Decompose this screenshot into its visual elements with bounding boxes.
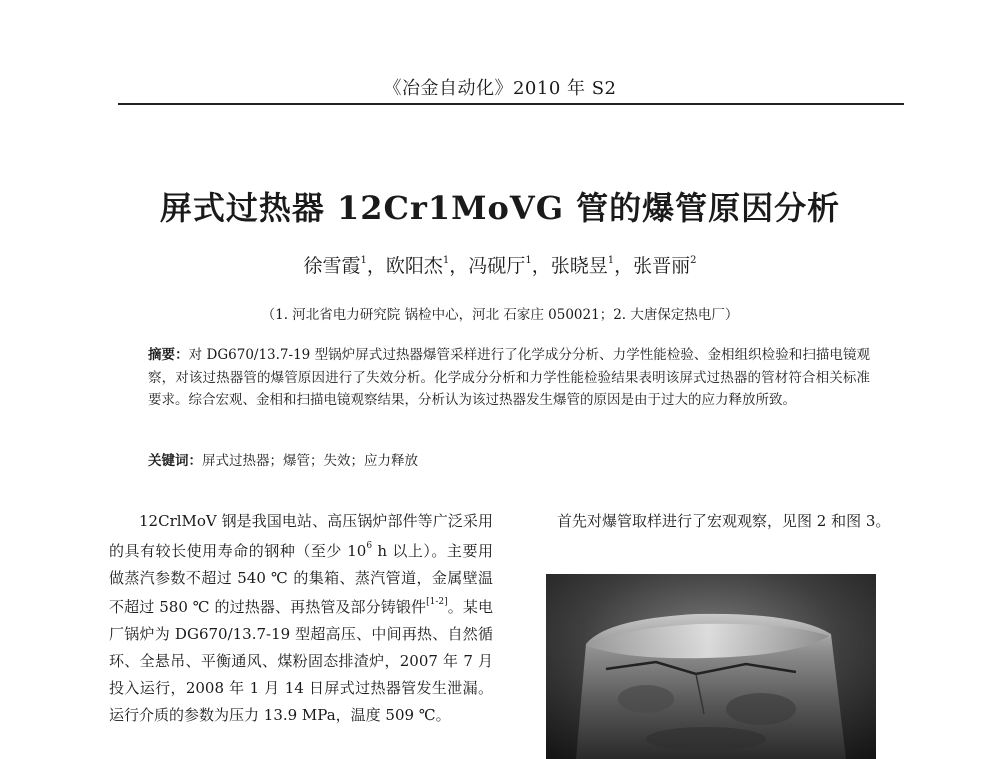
photo-image <box>546 574 876 759</box>
body-text: 12CrlMoV 钢是我国电站、高压锅炉部件等广泛采用的具有较长使用寿命的钢种（至少 10 <box>109 512 493 560</box>
affiliation: （1. 河北省电力研究院 锅检中心，河北 石家庄 050021；2. 大唐保定热电厂） <box>261 307 739 323</box>
author-affil-sup: 1 <box>525 254 532 266</box>
author-affil-sup: 1 <box>607 254 615 266</box>
keywords-text: 屏式过热器；爆管；失效；应力释放 <box>202 453 418 469</box>
author-separator: ， <box>366 255 386 277</box>
author-list <box>0 251 1000 278</box>
author-affil-sup: 2 <box>690 254 697 266</box>
body-right-column <box>527 508 911 536</box>
author-name: 张晋丽 <box>633 255 691 277</box>
body-text: 首先对爆管取样进行了宏观观察，见图 2 和图 3。 <box>557 512 891 530</box>
author-affil-sup: 1 <box>442 254 450 266</box>
body-left-column <box>109 508 493 728</box>
burst-tube-photo <box>546 574 876 759</box>
keywords <box>148 449 870 469</box>
abstract-text: 对 DG670/13.7-19 型锅炉屏式过热器爆管采样进行了化学成分分析、力学性能检验、金相组织检验和扫描电镜观察，对该过热器管的爆管原因进行了失效分析。化学成分分析和力学性能检验结果表明该屏式过热器的管材符合相关标准要求。综合宏观、金相和扫描电镜观察结果，分析认为该过热器发生爆管的原因是由于过大的应力释放所致。 <box>148 347 871 408</box>
paper-title: 屏式过热器 12Cr1MoVG 管的爆管原因分析 <box>159 189 841 227</box>
author-name: 冯砚厅 <box>468 255 526 277</box>
journal-header: 《冶金自动化》2010 年 S2 <box>383 78 617 99</box>
author-name: 徐雪霞 <box>303 255 361 277</box>
author-name: 欧阳杰 <box>385 255 443 277</box>
author-separator: ， <box>531 255 551 277</box>
keywords-label: 关键词： <box>148 453 202 469</box>
author-separator: ， <box>449 255 469 277</box>
body-text: h 以上）。主要用做蒸汽参数不超过 540 ℃ 的集箱、蒸汽管道，金属壁温不超过 580 ℃ 的过热器、再热管及部分铸锻件 <box>109 541 493 617</box>
abstract-label: 摘要： <box>148 347 189 363</box>
author-separator: ， <box>614 255 634 277</box>
citation-ref[interactable]: [1-2] <box>426 597 448 608</box>
abstract <box>148 344 870 412</box>
body-text: 。某电厂锅炉为 DG670/13.7-19 型超高压、中间再热、自然循环、全悬吊、平衡通风、煤粉固态排渣炉，2007 年 7 月投入运行，2008 年 1 月 14 日屏式过热器管发生泄漏。运行介质的参数为压力 13.9 MPa，温度 509 ℃。 <box>109 598 493 724</box>
header-rule <box>118 103 904 105</box>
superscript: 6 <box>366 540 373 551</box>
author-affil-sup: 1 <box>360 254 367 266</box>
author-name: 张晓昱 <box>550 255 608 277</box>
